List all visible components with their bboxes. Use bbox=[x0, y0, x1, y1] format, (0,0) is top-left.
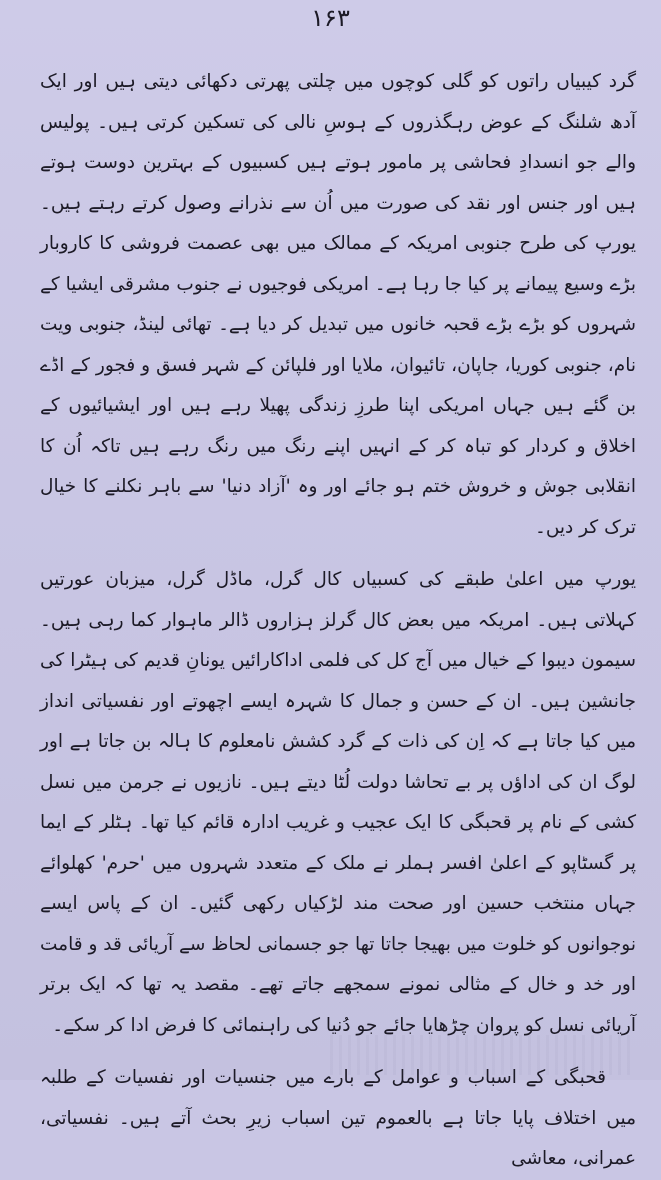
scan-bleed-through bbox=[330, 1035, 630, 1075]
page-number: ۱۶۳ bbox=[311, 4, 350, 32]
paragraph-2: یورپ میں اعلیٰ طبقے کی کسبیاں کال گرل، ماڈل گرل، میزبان عورتیں کہلاتی ہیں۔ امریکہ میں بعض کال گرلز ہزاروں ڈالر ماہوار کما رہی ہیں۔ سیمون دیبوا کے خیال میں آج کل کی فلمی اداکارائیں یونانِ قدیم کی ہیٹرا کی جانشین ہیں۔ ان کے حسن و جمال کا شہرہ ایسے اچھوتے اور نفسیاتی انداز میں کیا جاتا ہے کہ اِن کی ذات کے گرد کشش نامعلوم کا ہالہ بن جاتا ہے اور لوگ ان کی اداؤں پر بے تحاشا دولت لُٹا دیتے ہیں۔ نازیوں نے جرمن میں نسل کشی کے نام پر قحبگی کا ایک عجیب و غریب ادارہ قائم کیا تھا۔ ہٹلر کے ایما پر گسٹاپو کے اعلیٰ افسر ہملر نے ملک کے متعدد شہروں میں 'حرم' کھلوائے جہاں منتخب حسین اور صحت مند لڑکیاں رکھی گئیں۔ ان کے پاس ایسے نوجوانوں کو خلوت میں بھیجا جاتا تھا جو جسمانی لحاظ سے آریائی قد و قامت اور خد و خال کے مثالی نمونے سمجھے جاتے تھے۔ مقصد یہ تھا کہ ایک برتر آریائی نسل کو پروان چڑھایا جائے جو دُنیا کی راہنمائی کا فرض ادا کر سکے۔ bbox=[40, 569, 636, 1036]
paragraph-1: گرد کیبیاں راتوں کو گلی کوچوں میں چلتی پھرتی دکھائی دیتی ہیں اور ایک آدھ شلنگ کے عوض رہگذروں کے ہوسِ نالی کی تسکین کرتی ہیں۔ پولیس والے جو انسدادِ فحاشی پر مامور ہوتے ہیں کسبیوں کے بہترین دوست ہوتے ہیں اور جنس اور نقد کی صورت میں اُن سے نذرانے وصول کرتے رہتے ہیں۔ یورپ کی طرح جنوبی امریکہ کے ممالک میں بھی عصمت فروشی کا کاروبار بڑے وسیع پیمانے پر کیا جا رہا ہے۔ امریکی فوجیوں نے جنوب مشرقی ایشیا کے شہروں کو بڑے بڑے قحبہ خانوں میں تبدیل کر دیا ہے۔ تھائی لینڈ، جنوبی ویت نام، جنوبی کوریا، جاپان، تائیوان، ملایا اور فلپائن کے شہر فسق و فجور کے اڈے بن گئے ہیں جہاں امریکی اپنا طرزِ زندگی پھیلا رہے ہیں اور ایشیائیوں کے اخلاق و کردار کو تباہ کر کے انہیں اپنے رنگ میں رنگ رہے ہیں تاکہ اُن کا انقلابی جوش و خروش ختم ہو جائے اور وہ 'آزاد دنیا' سے باہر نکلنے کا خیال ترک کر دیں۔ bbox=[40, 71, 636, 538]
body-text bbox=[40, 62, 636, 1180]
paragraph-3: قحبگی کے اسباب و عوامل کے بارے میں جنسیات اور نفسیات کے طلبہ میں اختلاف پایا جاتا ہے بالعموم تین اسباب زیرِ بحث آتے ہیں۔ نفسیاتی، عمرانی، معاشی bbox=[40, 1067, 636, 1169]
